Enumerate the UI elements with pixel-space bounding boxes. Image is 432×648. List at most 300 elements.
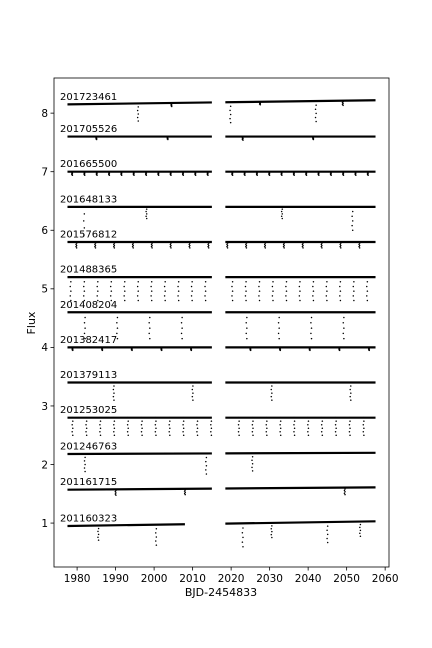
transit-point (246, 327, 248, 329)
transit-point (232, 300, 234, 302)
series-label: 201648133 (60, 194, 118, 206)
transit-point (251, 467, 253, 469)
transit-point (192, 399, 194, 401)
axes-frame (54, 78, 389, 567)
transit-point (229, 118, 231, 120)
transit-point (363, 424, 365, 426)
transit-point (100, 420, 102, 422)
transit-point (164, 300, 166, 302)
transit-point (229, 110, 231, 112)
transit-point (326, 286, 328, 288)
transit-point (343, 317, 345, 319)
transit-point (281, 206, 283, 208)
transit-point (145, 215, 147, 217)
transit-point (155, 540, 157, 542)
transit-point (117, 317, 119, 319)
transit-point (271, 396, 273, 398)
transit-point (258, 295, 260, 297)
transit-point (137, 281, 139, 283)
transit-point (150, 286, 152, 288)
transit-point (117, 327, 119, 329)
transit-point (84, 317, 86, 319)
transit-point (326, 530, 328, 532)
transit-point (272, 286, 274, 288)
transit-point (350, 392, 352, 394)
transit-point (137, 103, 139, 105)
transit-point (245, 333, 247, 335)
transit-point (363, 427, 365, 429)
y-tick-label: 7 (41, 166, 48, 179)
transit-point (192, 382, 194, 384)
transit-point (137, 276, 139, 278)
transit-point (282, 213, 284, 215)
transit-point (349, 427, 351, 429)
series-baseline (225, 521, 375, 523)
transit-point (156, 544, 158, 546)
transit-point (181, 333, 183, 335)
x-axis-label: BJD-2454833 (184, 586, 258, 599)
transit-point (137, 295, 139, 297)
transit-point (279, 417, 281, 419)
transit-point (183, 427, 185, 429)
transit-point (155, 417, 157, 419)
transit-point (161, 350, 163, 352)
transit-point (326, 538, 328, 540)
transit-point (210, 424, 212, 426)
series-label: 201382417 (60, 334, 118, 346)
transit-point (342, 105, 344, 107)
transit-point (205, 453, 207, 455)
transit-point (238, 424, 240, 426)
transit-point (96, 174, 98, 176)
transit-point (123, 286, 125, 288)
transit-point (156, 536, 158, 538)
x-tick-label: 2000 (140, 573, 168, 585)
transit-point (344, 488, 346, 490)
transit-point (137, 117, 139, 119)
transit-point (149, 338, 151, 340)
transit-point (155, 532, 157, 534)
transit-point (299, 295, 301, 297)
series-label: 201408204 (60, 299, 118, 311)
transit-point (84, 464, 86, 466)
transit-point (344, 490, 346, 492)
series-label: 201160323 (60, 513, 118, 525)
series-label: 201723461 (60, 91, 118, 103)
transit-point (327, 542, 329, 544)
transit-point (272, 276, 274, 278)
transit-point (313, 290, 315, 292)
transit-point (252, 427, 254, 429)
x-tick-label: 2010 (179, 573, 206, 585)
transit-point (335, 434, 337, 436)
series-baseline (225, 453, 375, 454)
series-201723461 (67, 100, 375, 123)
transit-point (349, 389, 351, 391)
transit-point (206, 473, 208, 475)
plot-area-border (54, 78, 389, 567)
transit-point (360, 530, 362, 532)
transit-point (246, 247, 248, 249)
transit-point (205, 281, 207, 283)
transit-point (294, 420, 296, 422)
transit-point (148, 322, 150, 324)
transit-point (315, 108, 317, 110)
transit-point (343, 312, 345, 314)
transit-point (294, 427, 296, 429)
transit-point (183, 174, 185, 176)
transit-point (293, 424, 295, 426)
transit-point (205, 461, 207, 463)
transit-point (113, 399, 115, 401)
transit-point (145, 211, 147, 213)
transit-point (204, 286, 206, 288)
transit-point (124, 281, 126, 283)
transit-point (196, 431, 198, 433)
y-tick-label: 5 (41, 283, 48, 296)
transit-point (313, 281, 315, 283)
transit-point (83, 295, 85, 297)
transit-point (141, 420, 143, 422)
transit-point (260, 104, 262, 106)
transit-point (182, 431, 184, 433)
transit-point (250, 350, 252, 352)
transit-point (211, 434, 213, 436)
transit-point (137, 113, 139, 115)
transit-point (110, 286, 112, 288)
transit-point (281, 174, 283, 176)
transit-point (133, 174, 135, 176)
transit-point (113, 396, 115, 398)
transit-point (84, 174, 86, 176)
transit-point (168, 431, 170, 433)
series-201253025 (67, 417, 375, 436)
transit-point (84, 213, 86, 215)
y-axis-label: Flux (25, 311, 38, 335)
transit-point (252, 420, 254, 422)
x-tick-label: 1980 (63, 573, 91, 585)
transit-point (211, 420, 213, 422)
transit-point (205, 290, 207, 292)
transit-point (266, 420, 268, 422)
transit-point (321, 247, 323, 249)
transit-point (96, 295, 98, 297)
x-tick-label: 2030 (256, 573, 283, 585)
transit-point (70, 295, 72, 297)
transit-point (285, 295, 287, 297)
transit-point (84, 460, 86, 462)
transit-point (306, 174, 308, 176)
transit-point (326, 281, 328, 283)
transit-point (315, 113, 317, 115)
series-201576812 (67, 241, 375, 248)
transit-point (315, 121, 317, 123)
transit-point (115, 494, 117, 496)
transit-point (330, 174, 332, 176)
transit-point (353, 286, 355, 288)
transit-point (141, 431, 143, 433)
transit-point (245, 286, 247, 288)
transit-point (322, 420, 324, 422)
transit-point (164, 290, 166, 292)
transit-point (70, 276, 72, 278)
transit-point (192, 385, 194, 387)
transit-point (272, 300, 274, 302)
transit-point (266, 417, 268, 419)
transit-point (286, 300, 288, 302)
transit-point (84, 457, 86, 459)
transit-point (127, 420, 129, 422)
transit-point (343, 174, 345, 176)
transit-point (246, 317, 248, 319)
transit-point (280, 350, 282, 352)
transit-point (204, 276, 206, 278)
transit-point (272, 281, 274, 283)
transit-point (321, 424, 323, 426)
transit-point (178, 281, 180, 283)
series-201488365 (67, 276, 375, 301)
transit-point (84, 281, 86, 283)
transit-point (321, 417, 323, 419)
transit-point (278, 338, 280, 340)
transit-point (197, 427, 199, 429)
transit-point (137, 120, 139, 122)
transit-point (86, 420, 88, 422)
transit-point (137, 110, 139, 112)
transit-point (146, 218, 148, 220)
transit-point (343, 338, 345, 340)
transit-point (307, 417, 309, 419)
transit-point (113, 392, 115, 394)
transit-point (84, 227, 86, 229)
series-201382417 (67, 347, 375, 351)
transit-point (113, 424, 115, 426)
transit-point (155, 427, 157, 429)
transit-point (313, 139, 315, 141)
transit-point (252, 470, 254, 472)
transit-point (312, 295, 314, 297)
transit-point (271, 534, 273, 536)
transit-point (70, 286, 72, 288)
transit-point (271, 389, 273, 391)
transit-point (308, 420, 310, 422)
transit-point (311, 338, 313, 340)
transit-point (137, 300, 139, 302)
transit-point (360, 535, 362, 537)
transit-point (344, 491, 346, 493)
transit-point (353, 276, 355, 278)
transit-point (245, 312, 247, 314)
transit-point (170, 247, 172, 249)
transit-point (271, 392, 273, 394)
transit-point (367, 174, 369, 176)
transit-point (189, 247, 191, 249)
transit-point (113, 385, 115, 387)
transit-point (315, 117, 317, 119)
transit-point (259, 290, 261, 292)
transit-point (238, 427, 240, 429)
transit-point (352, 220, 354, 222)
transit-point (271, 522, 273, 524)
series-label: 201665500 (60, 159, 118, 171)
transit-point (127, 424, 129, 426)
transit-point (111, 290, 113, 292)
transit-point (150, 295, 152, 297)
transit-point (72, 350, 74, 352)
transit-point (111, 281, 113, 283)
transit-point (168, 424, 170, 426)
transit-point (307, 431, 309, 433)
transit-point (321, 431, 323, 433)
transit-point (367, 281, 369, 283)
y-tick-label: 8 (41, 107, 48, 120)
transit-point (84, 471, 86, 473)
transit-point (181, 317, 183, 319)
transit-point (366, 286, 368, 288)
transit-point (353, 281, 355, 283)
transit-point (230, 122, 232, 124)
series-baseline (225, 100, 375, 102)
transit-point (85, 431, 87, 433)
transit-point (97, 281, 99, 283)
transit-point (182, 417, 184, 419)
series-label: 201161715 (60, 477, 118, 489)
transit-point (252, 463, 254, 465)
transit-point (335, 420, 337, 422)
transit-point (191, 300, 193, 302)
transit-point (293, 174, 295, 176)
transit-point (299, 281, 301, 283)
transit-point (141, 427, 143, 429)
transit-point (177, 276, 179, 278)
transit-point (238, 431, 240, 433)
series-label: 201379113 (60, 370, 118, 382)
transit-point (97, 290, 99, 292)
transit-point (85, 417, 87, 419)
transit-point (192, 389, 194, 391)
transit-point (169, 427, 171, 429)
transit-point (299, 276, 301, 278)
transit-point (355, 174, 357, 176)
transit-point (335, 431, 337, 433)
transit-point (116, 333, 118, 335)
transit-point (148, 312, 150, 314)
transit-point (171, 106, 173, 108)
transit-point (326, 521, 328, 523)
transit-point (366, 276, 368, 278)
transit-point (252, 434, 254, 436)
transit-point (146, 174, 148, 176)
transit-point (335, 417, 337, 419)
transit-point (86, 427, 88, 429)
transit-point (359, 247, 361, 249)
transit-point (191, 290, 193, 292)
transit-point (170, 174, 172, 176)
transit-point (278, 327, 280, 329)
transit-point (242, 532, 244, 534)
transit-point (238, 420, 240, 422)
transit-point (164, 286, 166, 288)
transit-point (271, 537, 273, 539)
transit-point (310, 312, 312, 314)
transit-point (113, 382, 115, 384)
transit-point (271, 525, 273, 527)
transit-point (366, 295, 368, 297)
transit-point (271, 385, 273, 387)
transit-point (351, 225, 353, 227)
transit-point (285, 286, 287, 288)
transit-point (206, 465, 208, 467)
transit-point (327, 525, 329, 527)
transit-point (252, 456, 254, 458)
transit-point (207, 174, 209, 176)
transit-point (197, 434, 199, 436)
transit-point (113, 417, 115, 419)
transit-point (369, 350, 371, 352)
transit-point (352, 230, 354, 232)
transit-point (245, 322, 247, 324)
x-axis-ticks (64, 567, 399, 585)
transit-point (229, 101, 231, 103)
transit-point (183, 434, 185, 436)
transit-point (286, 290, 288, 292)
transit-point (312, 276, 314, 278)
transit-point (245, 281, 247, 283)
transit-point (191, 350, 193, 352)
transit-point (96, 286, 98, 288)
transit-point (164, 295, 166, 297)
transit-point (141, 424, 143, 426)
transit-point (280, 420, 282, 422)
transit-point (102, 350, 104, 352)
transit-point (145, 206, 147, 208)
series-201379113 (67, 382, 375, 401)
transit-point (191, 286, 193, 288)
transit-point (149, 327, 151, 329)
transit-point (177, 295, 179, 297)
transit-point (155, 424, 157, 426)
transit-point (149, 317, 151, 319)
transit-point (71, 424, 73, 426)
transit-point (137, 106, 139, 108)
transit-point (363, 417, 365, 419)
transit-point (252, 424, 254, 426)
transit-point (349, 420, 351, 422)
transit-point (123, 276, 125, 278)
transit-point (206, 457, 208, 459)
transit-point (114, 420, 116, 422)
transit-point (183, 420, 185, 422)
transit-point (363, 431, 365, 433)
transit-point (349, 431, 351, 433)
transit-point (100, 427, 102, 429)
transit-point (282, 208, 284, 210)
transit-point (121, 174, 123, 176)
transit-point (146, 213, 148, 215)
transit-point (210, 431, 212, 433)
transit-point (156, 528, 158, 530)
transit-point (293, 431, 295, 433)
transit-point (279, 424, 281, 426)
y-tick-label: 3 (41, 400, 48, 413)
transit-point (85, 424, 87, 426)
transit-point (181, 322, 183, 324)
transit-point (266, 431, 268, 433)
transit-point (349, 417, 351, 419)
transit-point (299, 286, 301, 288)
transit-point (84, 453, 86, 455)
transit-point (242, 546, 244, 548)
